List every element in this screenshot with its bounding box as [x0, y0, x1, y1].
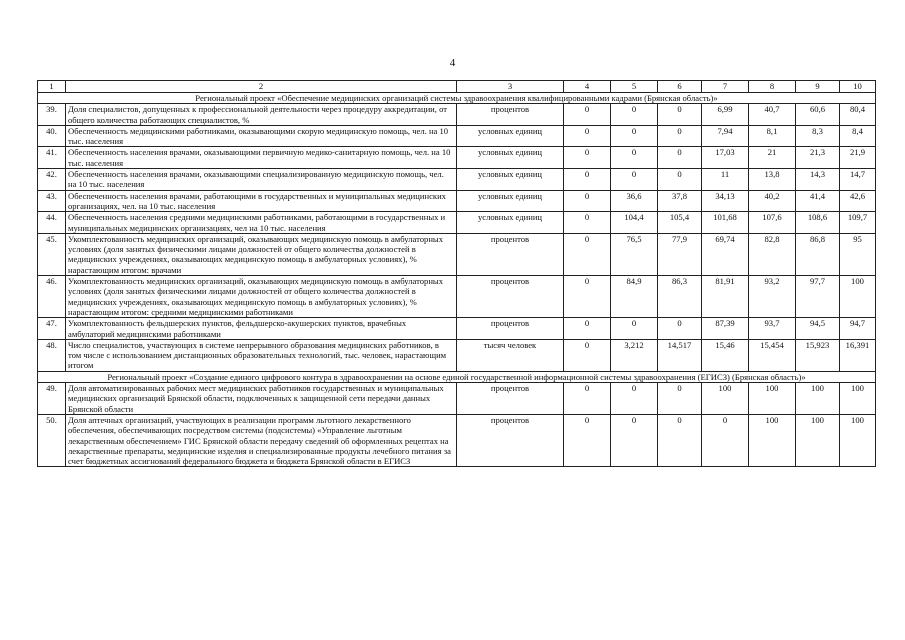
indicator-value: 0 [658, 125, 702, 147]
unit-of-measure: процентов [457, 233, 564, 275]
indicator-value: 0 [611, 318, 658, 340]
table-row [38, 212, 876, 234]
indicator-value: 76,5 [611, 233, 658, 275]
indicator-value: 0 [658, 104, 702, 126]
indicator-value: 42,6 [840, 190, 876, 212]
column-number: 5 [611, 81, 658, 93]
indicator-name: Обеспеченность населения врачами, работающими в государственных и муниципальных медицинских организациях, чел. на 10 тыс. населения [66, 190, 457, 212]
indicator-value: 105,4 [658, 212, 702, 234]
indicator-value: 0 [564, 318, 611, 340]
column-number: 6 [658, 81, 702, 93]
section-header-row [38, 93, 876, 104]
indicator-value: 6,99 [702, 104, 749, 126]
table-row [38, 233, 876, 275]
indicator-value: 34,13 [702, 190, 749, 212]
indicator-value: 87,39 [702, 318, 749, 340]
section-title: Региональный проект «Создание единого цифрового контура в здравоохранении на основе единой государственной информационной системы здравоохранения (ЕГИСЗ) (Брянская область)» [38, 371, 876, 382]
row-number: 46. [38, 276, 66, 318]
indicator-value: 100 [702, 383, 749, 415]
indicator-value: 100 [796, 414, 840, 466]
indicator-value: 0 [658, 318, 702, 340]
unit-of-measure: процентов [457, 318, 564, 340]
indicator-value: 100 [796, 383, 840, 415]
table-row [38, 318, 876, 340]
row-number: 41. [38, 147, 66, 169]
indicator-value: 93,2 [749, 276, 796, 318]
table-row [38, 125, 876, 147]
indicator-value: 0 [564, 104, 611, 126]
table-row [38, 383, 876, 415]
indicator-name: Укомплектованность медицинских организаций, оказывающих медицинскую помощь в амбулаторных условиях (доля занятых физическими лицами должностей от общего количества должностей в медицинских учреждениях, оказывающих медицинскую помощь в амбулаторных условиях), % нарастающим итогом: средними медицинскими работниками [66, 276, 457, 318]
indicator-value: 93,7 [749, 318, 796, 340]
indicator-value: 100 [749, 414, 796, 466]
indicator-value: 0 [564, 212, 611, 234]
indicator-value: 100 [840, 383, 876, 415]
column-number: 2 [66, 81, 457, 93]
indicators-table [37, 80, 876, 467]
indicator-name: Обеспеченность населения врачами, оказывающими специализированную медицинскую помощь, чел. на 10 тыс. населения [66, 169, 457, 191]
column-number: 9 [796, 81, 840, 93]
row-number: 50. [38, 414, 66, 466]
column-number: 7 [702, 81, 749, 93]
unit-of-measure: условных единиц [457, 169, 564, 191]
table-row [38, 147, 876, 169]
indicator-value: 0 [658, 147, 702, 169]
indicator-value: 84,9 [611, 276, 658, 318]
indicator-value: 8,1 [749, 125, 796, 147]
unit-of-measure: условных единиц [457, 147, 564, 169]
indicator-value: 13,8 [749, 169, 796, 191]
row-number: 42. [38, 169, 66, 191]
indicator-value: 80,4 [840, 104, 876, 126]
table-row [38, 414, 876, 466]
unit-of-measure: тысяч человек [457, 339, 564, 371]
row-number: 40. [38, 125, 66, 147]
indicator-value: 36,6 [611, 190, 658, 212]
indicator-name: Обеспеченность населения врачами, оказывающими первичную медико-санитарную помощь, чел. на 10 тыс. населения [66, 147, 457, 169]
indicator-value: 109,7 [840, 212, 876, 234]
page-number: 4 [449, 57, 456, 69]
indicator-value: 95 [840, 233, 876, 275]
indicator-value: 0 [564, 169, 611, 191]
row-number: 39. [38, 104, 66, 126]
indicator-name: Доля аптечных организаций, участвующих в реализации программ льготного лекарственного обеспечения, обеспечивающих посредством системы (подсистемы) «Управление льготным лекарственным обеспечением» ГИС Брянской области передачу сведений об оформленных рецептах на лекарственные препараты, медицинские изделия и специализированные продукты лечебного питания за счет бюджетных ассигнований федерального бюджета и бюджета Брянской области в ЕГИСЗ [66, 414, 457, 466]
indicator-value: 14,517 [658, 339, 702, 371]
indicator-value: 0 [611, 383, 658, 415]
unit-of-measure: процентов [457, 414, 564, 466]
table-row [38, 276, 876, 318]
indicator-value: 21,3 [796, 147, 840, 169]
indicator-value: 82,8 [749, 233, 796, 275]
indicator-value: 0 [658, 383, 702, 415]
unit-of-measure: условных единиц [457, 212, 564, 234]
column-number-row [38, 81, 876, 93]
indicator-value: 0 [658, 414, 702, 466]
indicator-value: 0 [564, 125, 611, 147]
indicator-name: Число специалистов, участвующих в системе непрерывного образования медицинских работников, в том числе с использованием дистанционных образовательных технологий, тыс. человек, нарастающим итогом [66, 339, 457, 371]
indicator-value: 3,212 [611, 339, 658, 371]
table-row [38, 190, 876, 212]
row-number: 44. [38, 212, 66, 234]
indicator-value: 40,2 [749, 190, 796, 212]
row-number: 48. [38, 339, 66, 371]
indicator-value: 100 [840, 414, 876, 466]
indicator-value: 21,9 [840, 147, 876, 169]
indicator-value: 21 [749, 147, 796, 169]
section-header-row [38, 371, 876, 382]
indicator-value: 94,7 [840, 318, 876, 340]
unit-of-measure: процентов [457, 383, 564, 415]
indicator-value: 77,9 [658, 233, 702, 275]
indicator-value: 97,7 [796, 276, 840, 318]
indicator-value: 0 [611, 169, 658, 191]
indicator-value: 0 [564, 276, 611, 318]
indicator-name: Укомплектованность фельдшерских пунктов, фельдшерско-акушерских пунктов, врачебных амбулаторий медицинскими работниками [66, 318, 457, 340]
indicator-name: Обеспеченность медицинскими работниками, оказывающими скорую медицинскую помощь, чел. на 10 тыс. населения [66, 125, 457, 147]
indicator-value: 69,74 [702, 233, 749, 275]
indicator-value: 0 [564, 147, 611, 169]
indicator-value: 101,68 [702, 212, 749, 234]
row-number: 43. [38, 190, 66, 212]
table-body [38, 81, 876, 467]
indicator-value: 14,7 [840, 169, 876, 191]
indicator-value: 0 [564, 339, 611, 371]
column-number: 1 [38, 81, 66, 93]
indicator-value: 94,5 [796, 318, 840, 340]
table-row [38, 169, 876, 191]
indicator-value: 37,8 [658, 190, 702, 212]
indicator-value: 0 [611, 125, 658, 147]
indicator-value: 40,7 [749, 104, 796, 126]
unit-of-measure: условных единиц [457, 125, 564, 147]
unit-of-measure: процентов [457, 104, 564, 126]
indicator-value: 41,4 [796, 190, 840, 212]
column-number: 8 [749, 81, 796, 93]
indicator-value: 60,6 [796, 104, 840, 126]
unit-of-measure: процентов [457, 276, 564, 318]
indicator-name: Обеспеченность населения средними медицинскими работниками, работающими в государственных и муниципальных медицинских организациях, чел на 10 тыс. населения [66, 212, 457, 234]
indicator-value: 0 [611, 104, 658, 126]
row-number: 45. [38, 233, 66, 275]
indicator-value: 8,4 [840, 125, 876, 147]
indicator-value: 16,391 [840, 339, 876, 371]
indicator-value: 15,454 [749, 339, 796, 371]
indicator-value: 0 [564, 233, 611, 275]
indicator-value: 0 [564, 190, 611, 212]
indicator-value: 0 [611, 414, 658, 466]
column-number: 10 [840, 81, 876, 93]
indicator-value: 14,3 [796, 169, 840, 191]
indicator-value: 0 [564, 414, 611, 466]
indicator-value: 15,46 [702, 339, 749, 371]
indicator-value: 100 [840, 276, 876, 318]
unit-of-measure: условных единиц [457, 190, 564, 212]
row-number: 49. [38, 383, 66, 415]
column-number: 4 [564, 81, 611, 93]
indicator-value: 100 [749, 383, 796, 415]
indicator-value: 11 [702, 169, 749, 191]
indicator-value: 0 [658, 169, 702, 191]
indicator-value: 8,3 [796, 125, 840, 147]
indicator-value: 107,6 [749, 212, 796, 234]
indicator-value: 17,03 [702, 147, 749, 169]
indicator-value: 81,91 [702, 276, 749, 318]
indicator-value: 0 [564, 383, 611, 415]
row-number: 47. [38, 318, 66, 340]
indicator-name: Доля автоматизированных рабочих мест медицинских работников государственных и муниципальных медицинских организаций Брянской области, подключенных к защищенной сети передачи данных Брянской области [66, 383, 457, 415]
indicator-value: 15,923 [796, 339, 840, 371]
indicator-name: Укомплектованность медицинских организаций, оказывающих медицинскую помощь в амбулаторных условиях (доля занятых физическими лицами должностей от общего количества должностей в медицинских учреждениях, оказывающих медицинскую помощь в амбулаторных условиях), % нарастающим итогом: врачами [66, 233, 457, 275]
indicator-value: 7,94 [702, 125, 749, 147]
indicator-value: 86,8 [796, 233, 840, 275]
indicator-value: 86,3 [658, 276, 702, 318]
section-title: Региональный проект «Обеспечение медицинских организаций системы здравоохранения квалифицированными кадрами (Брянская область)» [38, 93, 876, 104]
table-row [38, 104, 876, 126]
column-number: 3 [457, 81, 564, 93]
indicator-value: 108,6 [796, 212, 840, 234]
table-row [38, 339, 876, 371]
indicator-name: Доля специалистов, допущенных к профессиональной деятельности через процедуру аккредитации, от общего количества работающих специалистов, % [66, 104, 457, 126]
indicator-value: 0 [611, 147, 658, 169]
indicator-value: 0 [702, 414, 749, 466]
indicator-value: 104,4 [611, 212, 658, 234]
